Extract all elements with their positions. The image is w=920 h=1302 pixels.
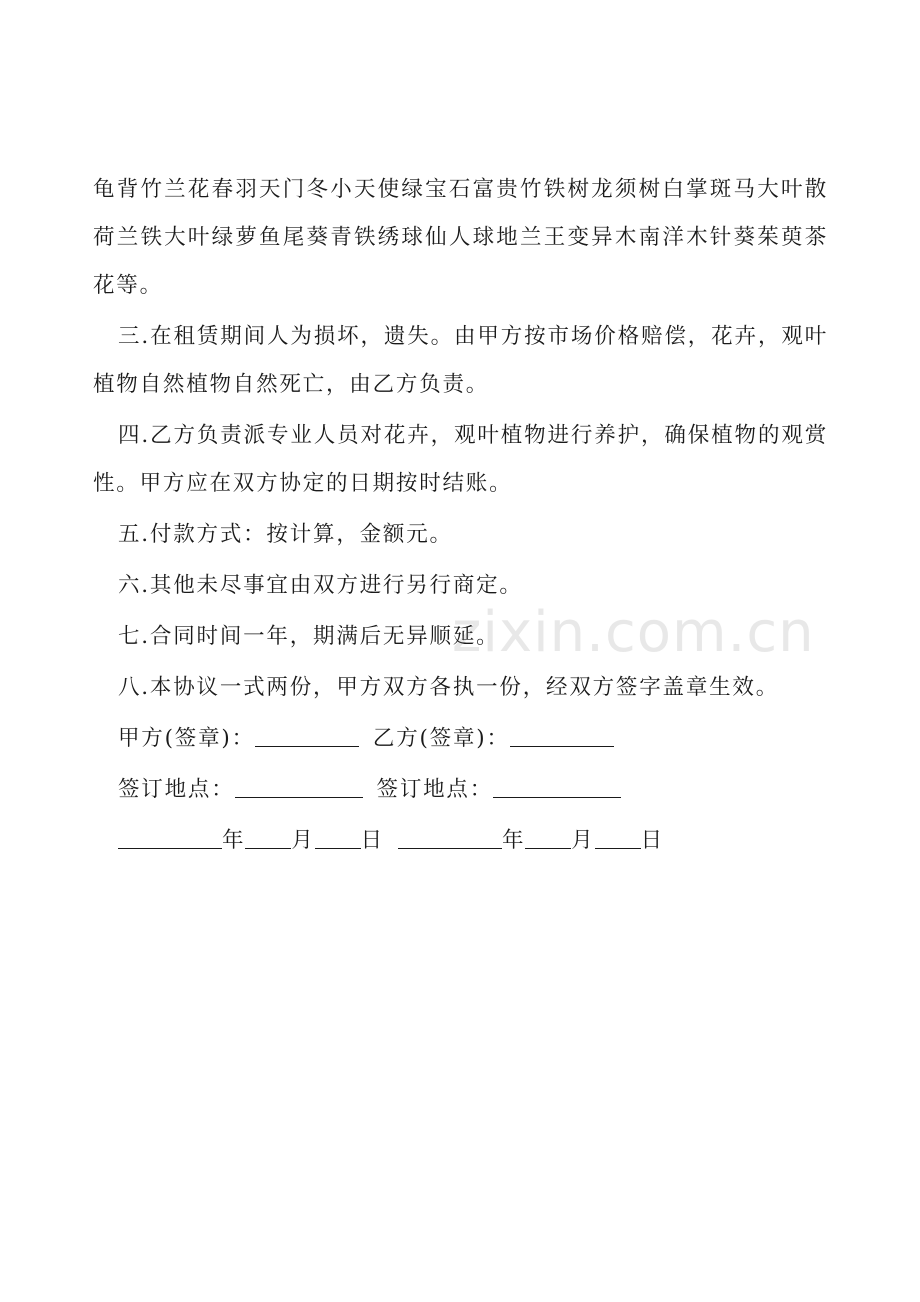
date-row	[93, 817, 828, 865]
document-body	[93, 166, 828, 868]
party-a-signature-blank	[255, 745, 359, 747]
clause-7-paragraph: 七.合同时间一年，期满后无异顺延。	[118, 624, 500, 649]
clause-6-paragraph: 六.其他未尽事宜由双方进行另行商定。	[118, 573, 523, 598]
date-a-day-blank	[315, 847, 361, 849]
date-b-month-label: 月	[571, 828, 595, 853]
date-a-year-blank	[118, 847, 222, 849]
place-a-blank	[235, 796, 363, 798]
plant-list-paragraph: 龟背竹兰花春羽天门冬小天使绿宝石富贵竹铁树龙须树白掌斑马大叶散荷兰铁大叶绿萝鱼尾葵青铁绣球仙人球地兰王变异木南洋木针葵茱萸茶花等。	[93, 177, 828, 298]
clause-5-paragraph: 五.付款方式：按计算，金额元。	[118, 522, 453, 547]
date-a-month-label: 月	[291, 828, 315, 853]
signing-place-row	[93, 766, 828, 814]
date-b-day-label: 日	[640, 828, 664, 853]
date-b-month-blank	[525, 847, 571, 849]
date-b-day-blank	[595, 847, 641, 849]
date-b-year-blank	[398, 847, 502, 849]
watermark: zixin.com.cn	[452, 600, 815, 665]
date-a-year-label: 年	[222, 828, 246, 853]
signature-row	[93, 715, 828, 763]
place-b-label: 签订地点：	[376, 777, 494, 802]
party-b-signature-label: 乙方(签章)：	[372, 726, 510, 751]
clause-4-paragraph: 四.乙方负责派专业人员对花卉，观叶植物进行养护，确保植物的观赏性。甲方应在双方协定的日期按时结账。	[93, 423, 828, 496]
date-a-month-blank	[245, 847, 291, 849]
clause-3-paragraph: 三.在租赁期间人为损坏，遗失。由甲方按市场价格赔偿，花卉，观叶植物自然植物自然死亡，由乙方负责。	[93, 324, 828, 397]
party-b-signature-blank	[510, 745, 614, 747]
date-b-year-label: 年	[501, 828, 526, 853]
place-b-blank	[493, 796, 621, 798]
place-a-label: 签订地点：	[118, 777, 235, 802]
clause-8-paragraph: 八.本协议一式两份，甲方双方各执一份，经双方签字盖章生效。	[118, 675, 780, 700]
party-a-signature-label: 甲方(签章)：	[118, 726, 255, 751]
date-a-day-label: 日	[360, 828, 384, 853]
